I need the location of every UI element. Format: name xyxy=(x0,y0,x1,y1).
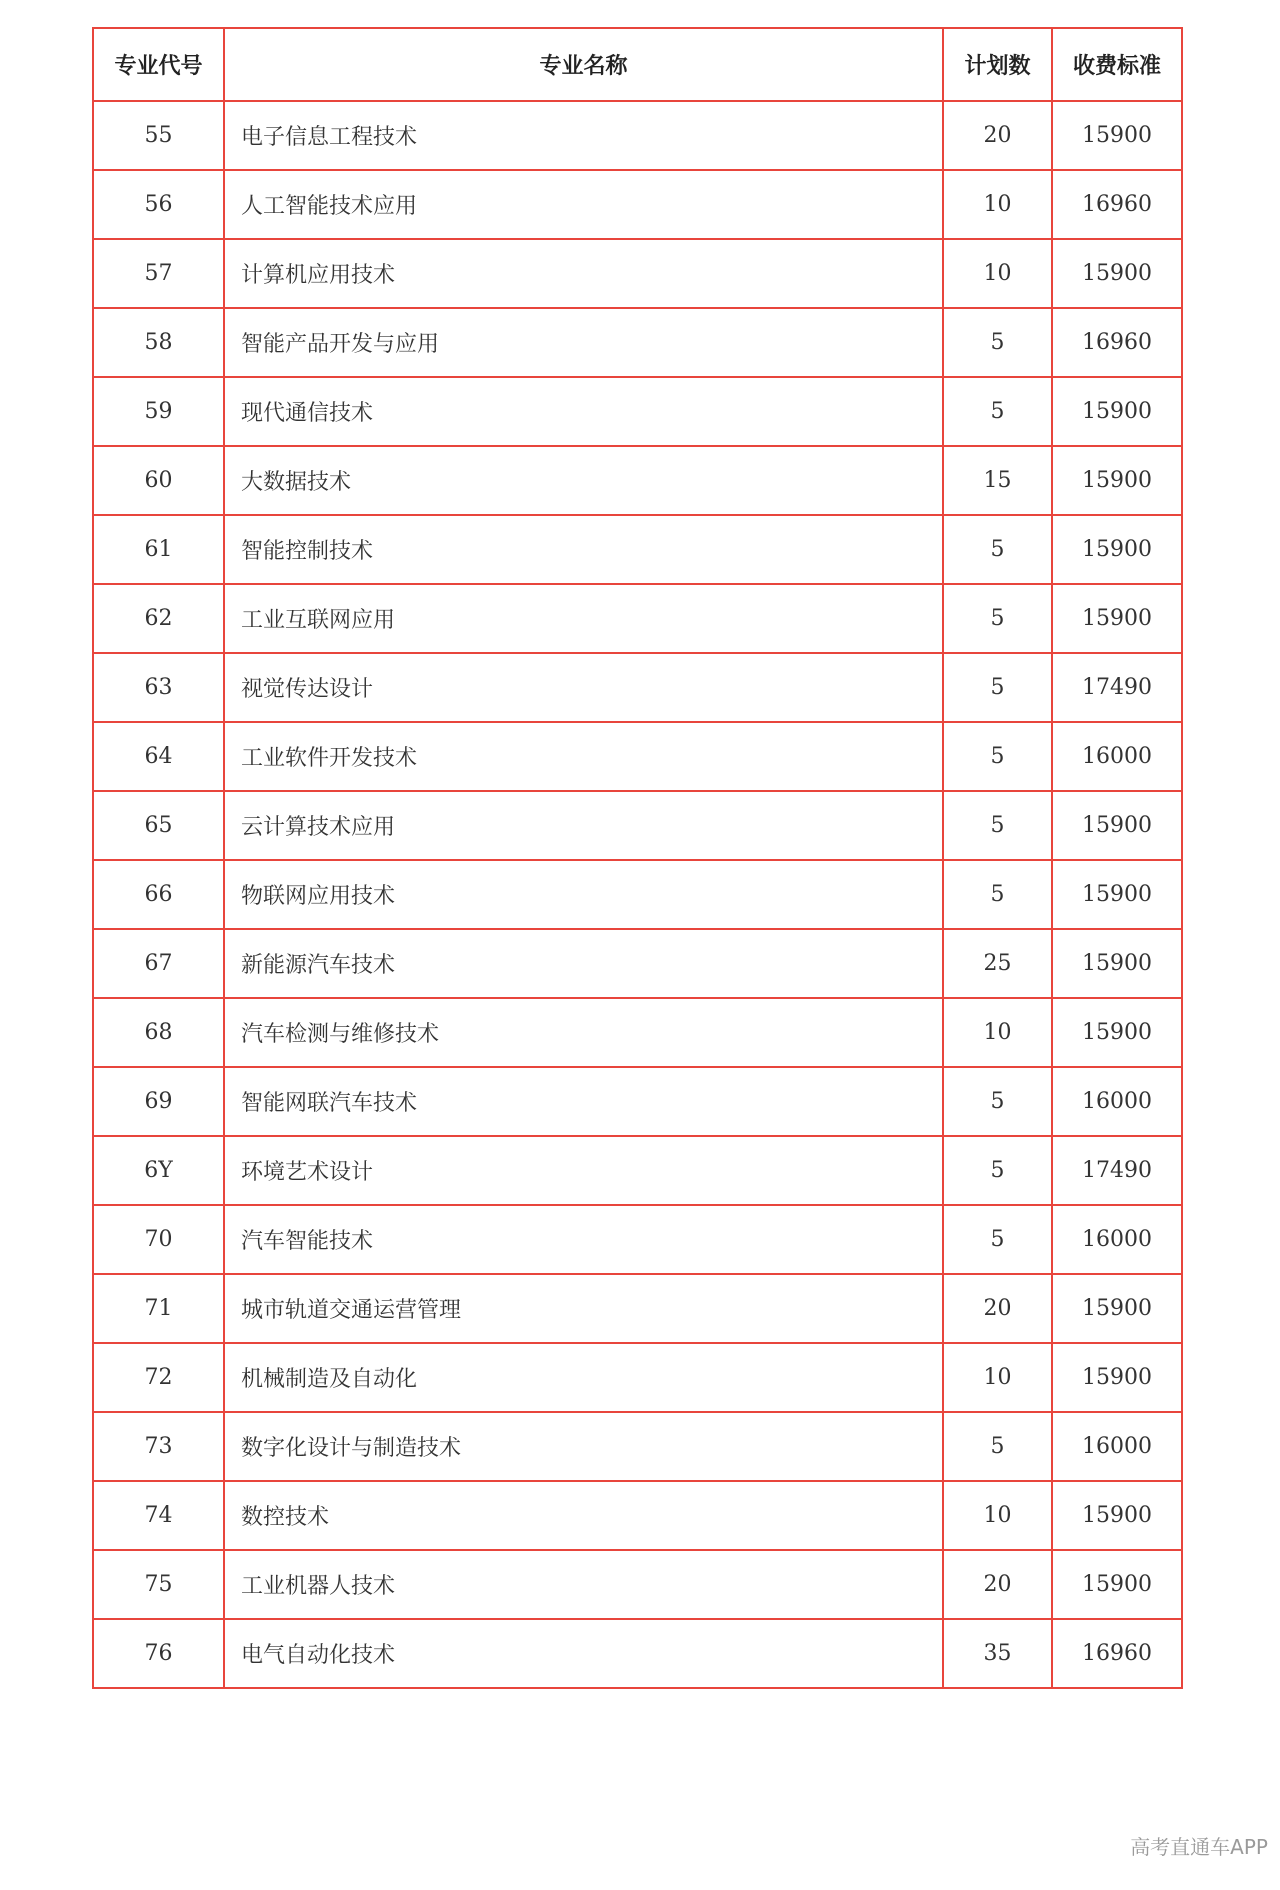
cell-plan: 20 xyxy=(943,1274,1052,1343)
header-name: 专业名称 xyxy=(224,28,943,101)
cell-code: 66 xyxy=(93,860,224,929)
table-row xyxy=(93,998,1182,1067)
cell-fee: 16960 xyxy=(1052,170,1182,239)
header-code: 专业代号 xyxy=(93,28,224,101)
table-row xyxy=(93,929,1182,998)
cell-plan: 10 xyxy=(943,998,1052,1067)
cell-code: 60 xyxy=(93,446,224,515)
table-body xyxy=(93,101,1182,1688)
table-row xyxy=(93,653,1182,722)
cell-code: 70 xyxy=(93,1205,224,1274)
table-row xyxy=(93,446,1182,515)
cell-code: 75 xyxy=(93,1550,224,1619)
cell-name: 现代通信技术 xyxy=(224,377,943,446)
cell-code: 74 xyxy=(93,1481,224,1550)
majors-table xyxy=(92,27,1183,1689)
table-row xyxy=(93,1274,1182,1343)
cell-plan: 5 xyxy=(943,377,1052,446)
table-row xyxy=(93,377,1182,446)
cell-name: 智能网联汽车技术 xyxy=(224,1067,943,1136)
cell-fee: 16000 xyxy=(1052,1205,1182,1274)
cell-fee: 15900 xyxy=(1052,1550,1182,1619)
table-row xyxy=(93,791,1182,860)
cell-fee: 15900 xyxy=(1052,860,1182,929)
table-row xyxy=(93,239,1182,308)
cell-name: 视觉传达设计 xyxy=(224,653,943,722)
cell-name: 新能源汽车技术 xyxy=(224,929,943,998)
cell-fee: 16000 xyxy=(1052,1067,1182,1136)
cell-code: 63 xyxy=(93,653,224,722)
cell-fee: 17490 xyxy=(1052,653,1182,722)
cell-name: 工业软件开发技术 xyxy=(224,722,943,791)
cell-name: 电气自动化技术 xyxy=(224,1619,943,1688)
cell-name: 数控技术 xyxy=(224,1481,943,1550)
cell-name: 机械制造及自动化 xyxy=(224,1343,943,1412)
cell-name: 计算机应用技术 xyxy=(224,239,943,308)
cell-fee: 15900 xyxy=(1052,1343,1182,1412)
cell-name: 汽车智能技术 xyxy=(224,1205,943,1274)
cell-plan: 5 xyxy=(943,584,1052,653)
header-fee: 收费标准 xyxy=(1052,28,1182,101)
cell-name: 智能产品开发与应用 xyxy=(224,308,943,377)
cell-plan: 20 xyxy=(943,101,1052,170)
cell-fee: 16960 xyxy=(1052,1619,1182,1688)
table-row xyxy=(93,515,1182,584)
cell-plan: 15 xyxy=(943,446,1052,515)
cell-plan: 5 xyxy=(943,1067,1052,1136)
cell-fee: 15900 xyxy=(1052,377,1182,446)
table-row xyxy=(93,1343,1182,1412)
cell-fee: 16000 xyxy=(1052,722,1182,791)
table-row xyxy=(93,170,1182,239)
cell-fee: 15900 xyxy=(1052,101,1182,170)
table-row xyxy=(93,1481,1182,1550)
cell-code: 68 xyxy=(93,998,224,1067)
cell-plan: 5 xyxy=(943,515,1052,584)
cell-code: 71 xyxy=(93,1274,224,1343)
cell-name: 工业机器人技术 xyxy=(224,1550,943,1619)
table-row xyxy=(93,1205,1182,1274)
majors-table-container xyxy=(92,27,1181,1689)
cell-code: 73 xyxy=(93,1412,224,1481)
cell-fee: 15900 xyxy=(1052,791,1182,860)
cell-plan: 5 xyxy=(943,791,1052,860)
table-row xyxy=(93,1136,1182,1205)
cell-name: 人工智能技术应用 xyxy=(224,170,943,239)
cell-fee: 15900 xyxy=(1052,239,1182,308)
cell-name: 云计算技术应用 xyxy=(224,791,943,860)
cell-plan: 10 xyxy=(943,1481,1052,1550)
cell-code: 65 xyxy=(93,791,224,860)
cell-code: 67 xyxy=(93,929,224,998)
cell-code: 58 xyxy=(93,308,224,377)
cell-code: 56 xyxy=(93,170,224,239)
cell-fee: 15900 xyxy=(1052,584,1182,653)
cell-name: 智能控制技术 xyxy=(224,515,943,584)
cell-name: 电子信息工程技术 xyxy=(224,101,943,170)
cell-fee: 15900 xyxy=(1052,515,1182,584)
table-row xyxy=(93,1619,1182,1688)
cell-fee: 15900 xyxy=(1052,998,1182,1067)
cell-fee: 16960 xyxy=(1052,308,1182,377)
cell-fee: 17490 xyxy=(1052,1136,1182,1205)
table-row xyxy=(93,308,1182,377)
cell-plan: 5 xyxy=(943,1412,1052,1481)
cell-plan: 10 xyxy=(943,170,1052,239)
cell-name: 工业互联网应用 xyxy=(224,584,943,653)
cell-fee: 15900 xyxy=(1052,1274,1182,1343)
table-header-row xyxy=(93,28,1182,101)
cell-code: 59 xyxy=(93,377,224,446)
table-row xyxy=(93,1067,1182,1136)
cell-plan: 10 xyxy=(943,1343,1052,1412)
cell-plan: 5 xyxy=(943,722,1052,791)
cell-name: 环境艺术设计 xyxy=(224,1136,943,1205)
table-row xyxy=(93,584,1182,653)
table-row xyxy=(93,722,1182,791)
cell-fee: 15900 xyxy=(1052,1481,1182,1550)
cell-code: 69 xyxy=(93,1067,224,1136)
cell-plan: 20 xyxy=(943,1550,1052,1619)
cell-plan: 35 xyxy=(943,1619,1052,1688)
cell-name: 城市轨道交通运营管理 xyxy=(224,1274,943,1343)
cell-fee: 16000 xyxy=(1052,1412,1182,1481)
cell-plan: 5 xyxy=(943,653,1052,722)
cell-fee: 15900 xyxy=(1052,929,1182,998)
cell-plan: 5 xyxy=(943,308,1052,377)
cell-code: 64 xyxy=(93,722,224,791)
cell-code: 6Y xyxy=(93,1136,224,1205)
cell-name: 大数据技术 xyxy=(224,446,943,515)
cell-plan: 5 xyxy=(943,1205,1052,1274)
cell-code: 72 xyxy=(93,1343,224,1412)
cell-plan: 5 xyxy=(943,1136,1052,1205)
table-row xyxy=(93,1412,1182,1481)
cell-name: 汽车检测与维修技术 xyxy=(224,998,943,1067)
cell-plan: 25 xyxy=(943,929,1052,998)
cell-code: 57 xyxy=(93,239,224,308)
watermark-text: 高考直通车APP xyxy=(1130,1835,1268,1859)
cell-plan: 10 xyxy=(943,239,1052,308)
table-row xyxy=(93,860,1182,929)
cell-code: 76 xyxy=(93,1619,224,1688)
cell-name: 数字化设计与制造技术 xyxy=(224,1412,943,1481)
cell-code: 62 xyxy=(93,584,224,653)
cell-fee: 15900 xyxy=(1052,446,1182,515)
cell-plan: 5 xyxy=(943,860,1052,929)
table-row xyxy=(93,101,1182,170)
header-plan: 计划数 xyxy=(943,28,1052,101)
cell-code: 61 xyxy=(93,515,224,584)
table-row xyxy=(93,1550,1182,1619)
cell-name: 物联网应用技术 xyxy=(224,860,943,929)
cell-code: 55 xyxy=(93,101,224,170)
